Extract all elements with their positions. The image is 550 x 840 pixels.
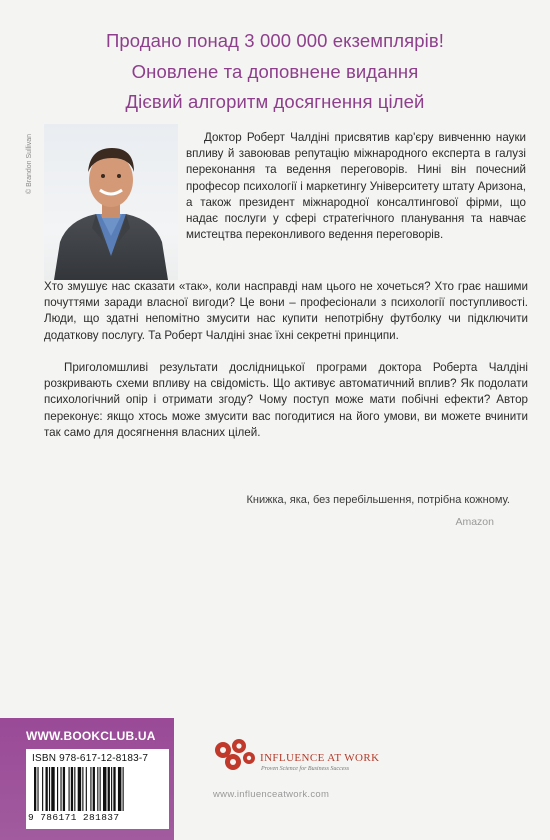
- barcode-bar: [108, 767, 110, 811]
- author-bio: Доктор Роберт Чалдіні присвятив кар'єру вивченню науки впливу й завоював репутацію міжнародного експерта в галузі переконання та ведення переговорів. Нині він почесний професор психології і маркетингу Університету штату Аризона, а також президент міжнародної консалтингової фірми, що надає послуги у сфері стратегічного планування та навчає мистецтва переконливого ведення переговорів.: [186, 131, 526, 242]
- barcode-bar: [42, 767, 43, 811]
- isbn-label: ISBN 978-617-12-8183-7: [32, 753, 149, 764]
- barcode-bar: [74, 767, 75, 811]
- review-source: Amazon: [455, 516, 494, 528]
- logo-name: INFLUENCE AT WORK: [260, 752, 380, 764]
- barcode-bar: [51, 767, 54, 811]
- barcode-icon: [32, 767, 166, 811]
- barcode-bar: [71, 767, 73, 811]
- barcode-panel: [26, 749, 169, 829]
- tagline-sales: Продано понад 3 000 000 екземплярів!: [105, 30, 445, 51]
- publisher-website: WWW.BOOKCLUB.UA: [26, 729, 156, 743]
- tagline-edition: Оновлене та доповнене видання: [131, 61, 419, 82]
- barcode-bar: [90, 767, 91, 811]
- barcode-bar: [82, 767, 83, 811]
- barcode-bar: [123, 767, 124, 811]
- barcode-bar: [111, 767, 112, 811]
- barcode-bar: [103, 767, 106, 811]
- barcode-bar: [49, 767, 50, 811]
- barcode-digits: 9 786171 281837: [28, 812, 120, 823]
- barcode-bar: [78, 767, 81, 811]
- barcode-bar: [46, 767, 48, 811]
- influence-website: www.influenceatwork.com: [213, 789, 330, 800]
- barcode-bar: [57, 767, 58, 811]
- barcode-bar: [93, 767, 95, 811]
- review-quote: Книжка, яка, без перебільшення, потрібна кожному.: [246, 494, 510, 506]
- barcode-bar: [34, 767, 36, 811]
- description-paragraph-2: Приголомшливі результати дослідницької програми доктора Роберта Чалдіні розкривають схеми впливу на свідомість. Що активує автоматичний вплив? Як подолати психологічний опір і отримати згоду? Чому поступ може мати побічні ефекти? Автор переконує: якщо хтось може змусити вас погодитися на його умови, ви можете вчинити так само для досягнення власних цілей.: [44, 361, 528, 439]
- tagline-algorithm: Дієвий алгоритм досягнення цілей: [125, 91, 425, 112]
- author-photo: [44, 124, 178, 280]
- barcode-bar: [37, 767, 38, 811]
- barcode-bar: [118, 767, 121, 811]
- photo-credit: © Brandon Sullivan: [26, 133, 33, 194]
- barcode-bar: [97, 767, 98, 811]
- barcode-bar: [60, 767, 61, 811]
- description-paragraph-1: Хто змушує нас сказати «так», коли насправді нам цього не хочеться? Хто грає нашими почуттями заради власної вигоди? Це вони – професіонали з психології поступливості. Люди, що здатні непомітно змусити нас купити непотрібну футболку чи підключити додаткову послугу. Та Роберт Чалдіні знає їхні секретні принципи.: [44, 280, 528, 342]
- barcode-bar: [69, 767, 70, 811]
- barcode-bar: [100, 767, 101, 811]
- author-portrait-illustration: [44, 124, 178, 280]
- barcode-bar: [86, 767, 87, 811]
- barcode-bar: [63, 767, 65, 811]
- barcode-bar: [113, 767, 115, 811]
- logo-tagline: Proven Science for Business Success: [261, 766, 350, 772]
